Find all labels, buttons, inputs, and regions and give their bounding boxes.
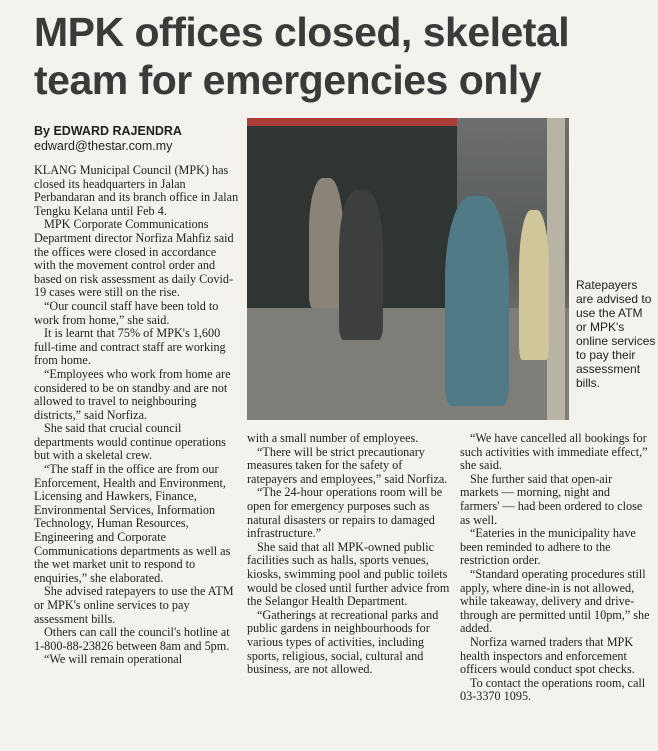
article-column-2 — [247, 432, 454, 677]
paragraph: Others can call the council's hotline at 1-800-88-23826 between 8am and 5pm. — [34, 625, 230, 653]
photo-person — [519, 210, 549, 360]
paragraph: MPK Corporate Communications Department director Norfiza Mahfiz said the offices were closed in accordance with the movement control order and based on risk assessment as daily Covid-19 cases were still on the rise. — [34, 217, 234, 300]
photo-pillar — [547, 118, 565, 420]
article-column-1 — [34, 164, 239, 667]
paragraph: “We have cancelled all bookings for such activities with immediate effect,” she said. — [460, 431, 648, 473]
paragraph: It is learnt that 75% of MPK's 1,600 full-time and contract staff are working from home. — [34, 326, 226, 368]
paragraph: “Gatherings at recreational parks and public gardens in neighbourhoods for various types of activities, including sports, religious, social, cultural and business, are not allowed. — [247, 607, 439, 677]
paragraph: To contact the operations room, call 03-3370 1095. — [460, 675, 646, 704]
paragraph: She further said that open-air markets — morning, night and farmers' — had been ordered to close as well. — [460, 471, 643, 527]
paragraph: She advised ratepayers to use the ATM or MPK's online services to pay assessment bills. — [34, 584, 234, 626]
byline-author: By EDWARD RAJENDRA — [34, 124, 182, 138]
paragraph: “Standard operating procedures still apply, where dine-in is not allowed, while takeaway, delivery and drive-through are permitted until 10pm,” she added. — [460, 566, 650, 636]
paragraph: “The 24-hour operations room will be open for emergency purposes such as natural disasters or repairs to damaged infrastructure.” — [247, 485, 443, 541]
paragraph: She said that all MPK-owned public facilities such as halls, sports venues, kiosks, swimming pool and public toilets would be closed until further advice from the Selangor Health Department. — [247, 539, 450, 609]
paragraph: “There will be strict precautionary measures taken for the safety of ratepayers and employees,” said Norfiza. — [247, 444, 448, 486]
paragraph: “Employees who work from home are considered to be on standby and are not allowed to travel to neighbouring districts,” said Norfiza. — [34, 366, 231, 422]
photo-caption: Ratepayers are advised to use the ATM or MPK's online services to pay their assessment bills. — [576, 278, 656, 390]
paragraph: “Eateries in the municipality have been reminded to adhere to the restriction order. — [460, 526, 636, 568]
paragraph: She said that crucial council departments would continue operations but with a skeletal crew. — [34, 421, 226, 463]
paragraph: Norfiza warned traders that MPK health inspectors and enforcement officers would conduct spot checks. — [460, 634, 635, 677]
byline — [34, 124, 182, 154]
paragraph: “We will remain operational — [44, 652, 183, 667]
photo-person — [339, 190, 383, 340]
news-photo — [247, 118, 569, 420]
headline: MPK offices closed, skeletal team for emergencies only — [34, 9, 570, 103]
paragraph: with a small number of employees. — [247, 431, 419, 445]
paragraph: KLANG Municipal Council (MPK) has closed its headquarters in Jalan Perbandaran and its branch office in Jalan Tengku Kelana until Feb 4. — [34, 163, 239, 218]
paragraph: “Our council staff have been told to work from home,” she said. — [34, 298, 219, 327]
byline-email: edward@thestar.com.my — [34, 139, 173, 153]
paragraph: “The staff in the office are from our Enforcement, Health and Environment, Licensing and Hawkers, Finance, Environmental Services, Information Technology, Human Resources, Engineering and Corporate Communications departments as well as the wet market unit to respond to enquiries,” she elaborated. — [34, 462, 231, 585]
article-column-3 — [460, 432, 650, 704]
photo-person — [445, 196, 509, 406]
photo-person — [309, 178, 343, 308]
